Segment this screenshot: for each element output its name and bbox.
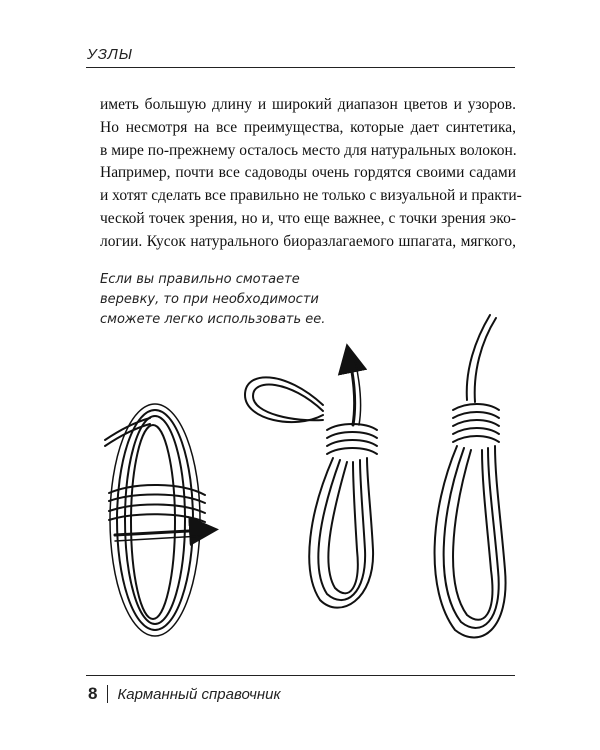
rope-coiling-illustration	[95, 310, 525, 655]
rope-coil-tuck-icon	[245, 355, 377, 608]
body-paragraph	[100, 94, 522, 254]
rope-coil-finished-icon	[435, 315, 506, 638]
body-line: логии. Кусок натурального биоразлагаемого шпагата, мягкого,	[100, 232, 516, 250]
rope-coil-wrap-icon	[105, 404, 207, 636]
page-footer	[88, 684, 281, 704]
caption-line: Если вы правильно смотаете	[100, 272, 300, 287]
book-title: Карманный справочник	[117, 685, 281, 703]
body-line: в мире по-прежнему осталось место для натуральных волокон.	[100, 141, 517, 159]
body-line: ческой точек зрения, но и, что еще важнее, с точки зрения эко-	[100, 209, 516, 227]
caption-line: сможете легко использовать ее.	[100, 312, 326, 327]
header-divider	[86, 67, 515, 68]
body-line: Например, почти все садоводы очень гордятся своими садами	[100, 164, 516, 182]
running-header-title: УЗЛЫ	[87, 46, 134, 63]
body-line: и хотят сделать все правильно не только с визуальной и практи-	[100, 187, 522, 205]
body-line: Но несмотря на все преимущества, которые дает синтетика,	[100, 118, 516, 136]
footer-separator	[107, 685, 108, 703]
caption-line: веревку, то при необходимости	[100, 292, 319, 307]
footer-divider	[86, 675, 515, 676]
page-number: 8	[88, 684, 98, 703]
body-line: иметь большую длину и широкий диапазон цветов и узоров.	[100, 96, 516, 113]
